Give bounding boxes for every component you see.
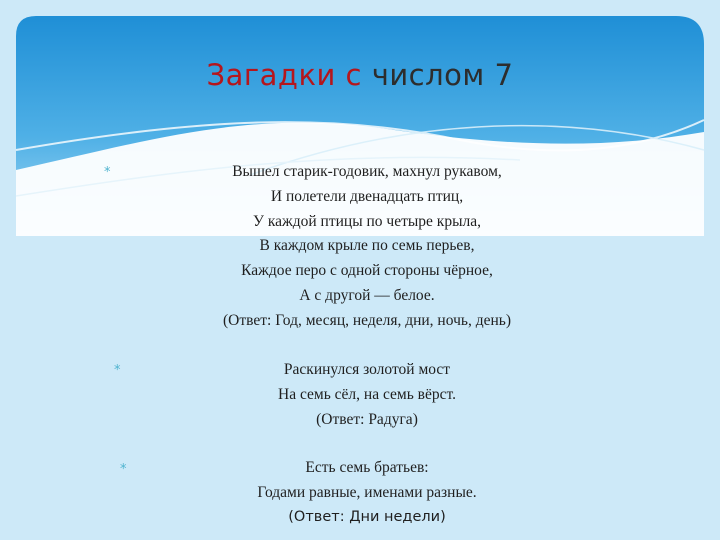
riddle-1-line-1: Вышел старик-годовик, махнул рукавом, xyxy=(232,163,502,180)
riddle-1-answer: (Ответ: Год, месяц, неделя, дни, ночь, день) xyxy=(223,312,511,329)
riddle-2-line-2: На семь сёл, на семь вёрст. xyxy=(278,386,456,403)
bullet-icon: * xyxy=(104,165,111,180)
riddle-1-line-3: У каждой птицы по четыре крыла, xyxy=(253,213,481,230)
riddle-1-line-6: А с другой — белое. xyxy=(299,287,435,304)
riddle-2-answer: (Ответ: Радуга) xyxy=(316,411,418,428)
bullet-icon: * xyxy=(120,462,127,477)
riddle-3-answer: (Ответ: Дни недели) xyxy=(288,509,446,525)
title-part-dark: числом 7 xyxy=(371,58,514,92)
riddle-3-line-1: Есть семь братьев: xyxy=(305,459,429,476)
slide-title xyxy=(0,58,720,92)
bullet-icon: * xyxy=(114,363,121,378)
riddle-1-line-2: И полетели двенадцать птиц, xyxy=(270,188,464,205)
riddle-3-line-2: Годами равные, именами разные. xyxy=(257,484,477,501)
riddle-2-line-1: Раскинулся золотой мост xyxy=(283,361,451,378)
riddle-1-line-5: Каждое перо с одной стороны чёрное, xyxy=(241,262,493,279)
riddle-1-line-4: В каждом крыле по семь перьев, xyxy=(259,237,475,254)
title-part-red: Загадки с xyxy=(206,58,362,92)
